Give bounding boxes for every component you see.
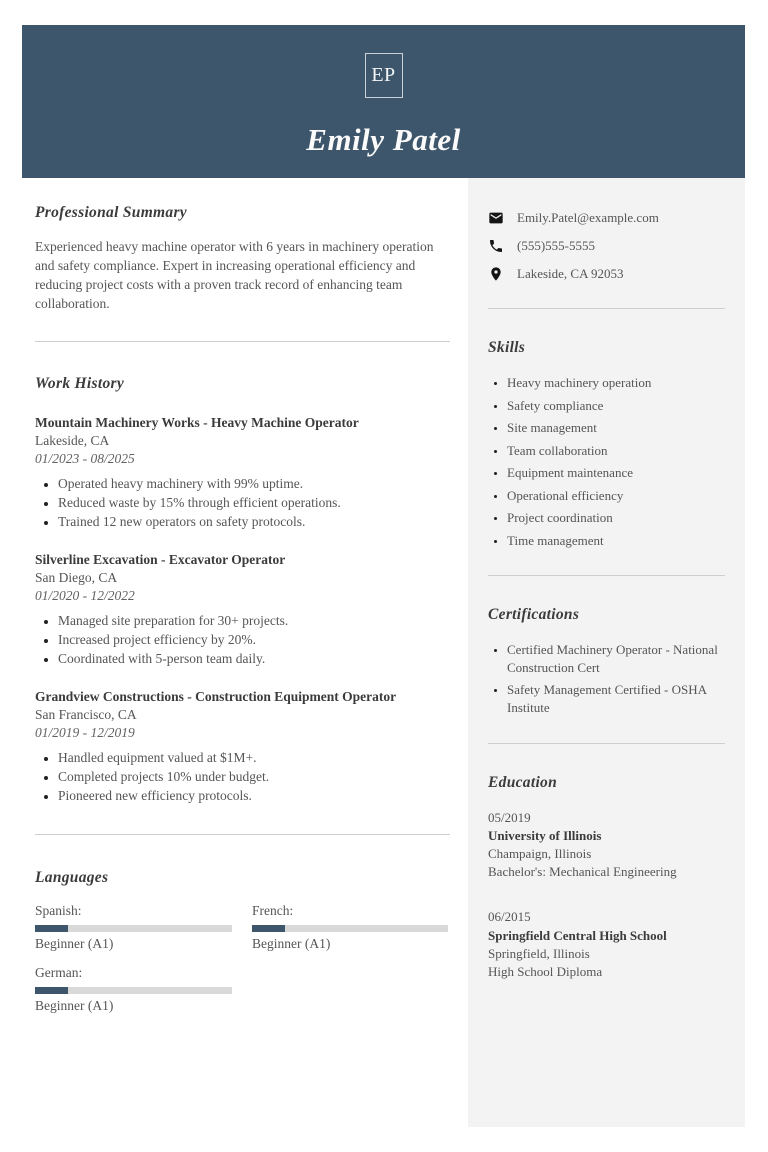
job-location: San Diego, CA [35, 569, 118, 585]
job-bullet: • Completed projects 10% under budget. [58, 769, 450, 785]
skill-item: • Equipment maintenance [507, 464, 725, 482]
job-bullet-list [35, 613, 450, 667]
job-bullet: • Coordinated with 5-person team daily. [58, 651, 450, 667]
education-school: University of Illinois [488, 827, 602, 843]
education-degree: High School Diploma [488, 963, 603, 979]
monogram-initials: EP [371, 64, 396, 86]
certifications-list [488, 641, 725, 716]
job-title: Silverline Excavation - Excavator Operator [35, 551, 286, 567]
skill-item: • Safety compliance [507, 397, 725, 415]
contact-phone: (555)555-5555 [517, 238, 595, 253]
job-location: San Francisco, CA [35, 706, 137, 722]
education-date: 05/2019 [488, 809, 531, 825]
skill-item: • Team collaboration [507, 442, 725, 460]
header-band [22, 25, 745, 178]
job-bullet: • Operated heavy machinery with 99% uptime. [58, 476, 450, 492]
job-title: Grandview Constructions - Construction Equipment Operator [35, 688, 397, 704]
language-level-bar [252, 925, 448, 932]
skill-item: • Heavy machinery operation [507, 374, 725, 392]
contact-email-row [488, 210, 725, 226]
job-dates: 01/2023 - 08/2025 [35, 450, 135, 466]
language-level-fill [35, 925, 68, 932]
job-bullet: • Reduced waste by 15% through efficient operations. [58, 495, 450, 511]
education-heading: Education [488, 773, 558, 791]
certification-item: • Safety Management Certified - OSHA Institute [507, 681, 725, 716]
language-item [35, 903, 232, 952]
language-level-label: Beginner (A1) [35, 935, 114, 951]
job-bullet: • Trained 12 new operators on safety protocols. [58, 514, 450, 530]
contact-section [488, 210, 725, 282]
education-location: Springfield, Illinois [488, 945, 590, 961]
job-bullet: • Increased project efficiency by 20%. [58, 632, 450, 648]
skill-item: • Time management [507, 532, 725, 550]
section-divider [488, 743, 725, 744]
languages-heading: Languages [35, 868, 109, 886]
language-level-fill [35, 987, 68, 994]
job-bullet: • Handled equipment valued at $1M+. [58, 750, 450, 766]
skill-item: • Site management [507, 419, 725, 437]
contact-address-row [488, 266, 725, 282]
job-dates: 01/2019 - 12/2019 [35, 724, 135, 740]
phone-icon [488, 238, 504, 254]
language-item [35, 965, 232, 1014]
language-level-label: Beginner (A1) [252, 935, 331, 951]
language-level-fill [252, 925, 285, 932]
job-bullet: • Managed site preparation for 30+ projects. [58, 613, 450, 629]
job-bullet-list [35, 750, 450, 804]
certifications-heading: Certifications [488, 606, 580, 624]
skills-heading: Skills [488, 339, 526, 356]
main-column [22, 178, 468, 1127]
skills-list [488, 374, 725, 549]
job-bullet-list [35, 476, 450, 530]
education-school: Springfield Central High School [488, 927, 667, 943]
job-entry [35, 415, 450, 530]
language-item [252, 903, 448, 952]
summary-heading: Professional Summary [35, 204, 187, 221]
language-name: French: [252, 902, 294, 918]
skill-item: • Operational efficiency [507, 487, 725, 505]
education-date: 06/2015 [488, 909, 531, 925]
content-columns [22, 178, 745, 1127]
education-entry [488, 908, 725, 981]
language-level-label: Beginner (A1) [35, 997, 114, 1013]
section-divider [35, 341, 450, 342]
job-bullet: • Pioneered new efficiency protocols. [58, 788, 450, 804]
skill-item: • Project coordination [507, 509, 725, 527]
contact-email: Emily.Patel@example.com [517, 210, 659, 225]
contact-phone-row [488, 238, 725, 254]
job-dates: 01/2020 - 12/2022 [35, 587, 135, 603]
education-entry [488, 809, 725, 882]
job-title: Mountain Machinery Works - Heavy Machine Operator [35, 414, 359, 430]
work-history-heading: Work History [35, 374, 125, 392]
language-level-bar [35, 987, 232, 994]
email-icon [488, 210, 504, 226]
job-location: Lakeside, CA [35, 432, 110, 448]
language-name: German: [35, 964, 83, 980]
language-level-bar [35, 925, 232, 932]
section-divider [488, 575, 725, 576]
monogram-badge [365, 53, 403, 98]
person-name: Emily Patel [306, 122, 461, 157]
sidebar [468, 178, 745, 1127]
section-divider [35, 834, 450, 835]
contact-address: Lakeside, CA 92053 [517, 266, 624, 281]
job-entry [35, 552, 450, 667]
languages-grid [35, 903, 450, 1027]
certification-item: • Certified Machinery Operator - National Construction Cert [507, 641, 725, 676]
location-pin-icon [488, 266, 504, 282]
education-degree: Bachelor's: Mechanical Engineering [488, 864, 677, 880]
education-location: Champaign, Illinois [488, 845, 592, 861]
language-name: Spanish: [35, 902, 82, 918]
summary-text: Experienced heavy machine operator with 6 years in machinery operation and safety compliance. Expert in increasing operational efficiency and reducing project costs with a proven track record of enhancing team collaboration. [35, 239, 434, 312]
job-entry [35, 689, 450, 804]
section-divider [488, 308, 725, 309]
